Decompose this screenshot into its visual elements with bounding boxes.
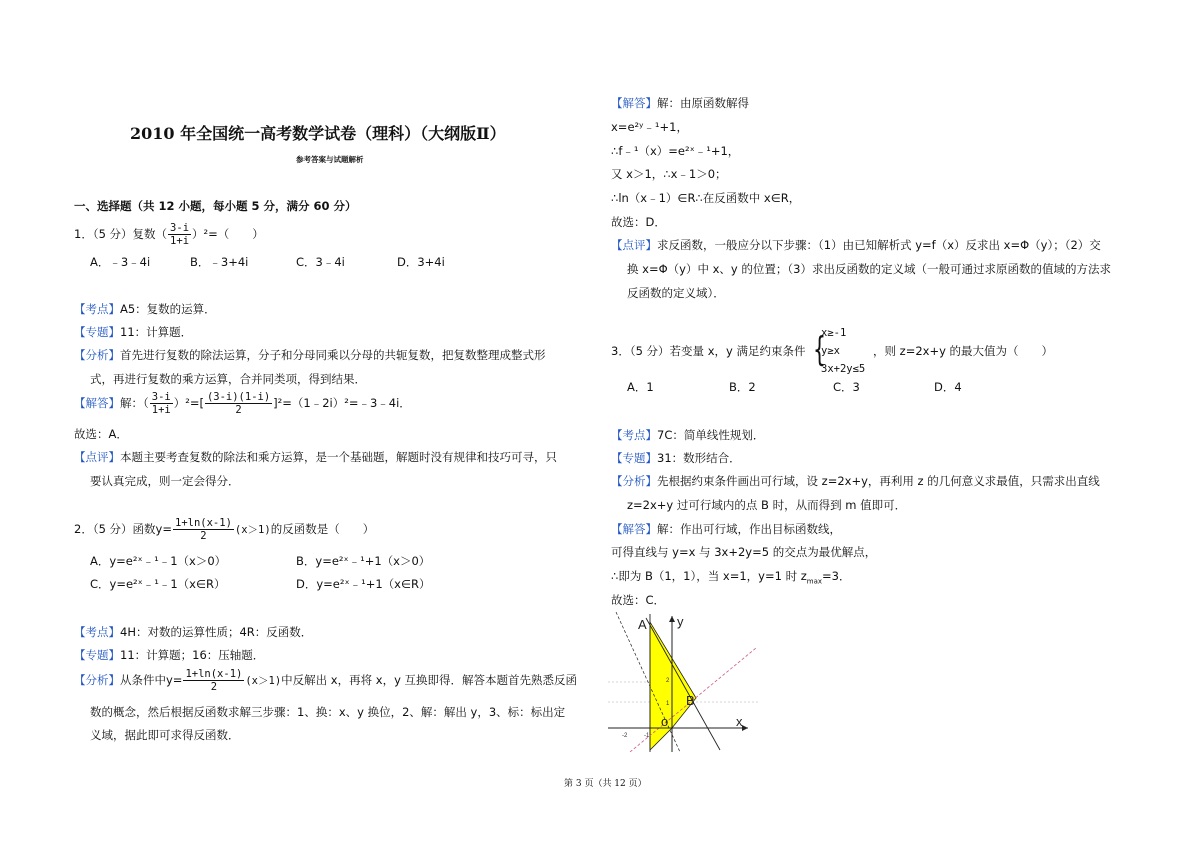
q2-fenxi: 【分析】从条件中y= $\frac{1+\ln(x-1)}{2}$ (x＞1)中反解出 x，再将 x，y 互换即得．解答本题首先熟悉反函 (74, 668, 578, 693)
q1-option-a: A．﹣3﹣4i (90, 255, 151, 269)
q2-stem: 2．（5 分）函数y= $\frac{1+\ln(x-1)}{2}$ (x＞1)的反函数是（ ） (74, 517, 375, 542)
q1-kaodian: 【考点】A5：复数的运算． (74, 302, 216, 316)
q1-stem: 1．（5 分）复数（ $\frac{3-i}{1+i}$ ）²=（ ） (74, 222, 264, 247)
right-line-1: x=e²ʸ﹣¹+1， (611, 120, 688, 134)
q1-dianping: 【点评】本题主要考查复数的除法和乘方运算，是一个基础题，解题时没有规律和技巧可寻，只 (74, 450, 557, 464)
q3-constraint-3: 3x+2y≤5 (821, 363, 866, 375)
q3-brace: { (813, 330, 826, 370)
right-line-4: ∴ln（x﹣1）∈R∴在反函数中 x∈R， (611, 191, 801, 205)
label-o: o (661, 714, 669, 729)
tick-2: 2 (666, 678, 670, 684)
page-title: 2010 年全国统一高考数学试卷（理科）（大纲版Ⅱ） (130, 124, 506, 143)
q3-stem-prefix: 3．（5 分）若变量 x，y 满足约束条件 (611, 344, 806, 358)
q3-guxuan: 故选：C． (611, 593, 666, 607)
q2-fenxi-line2: 数的概念，然后根据反函数求解三步骤：1、换：x、y 换位，2、解：解出 y，3、标：标出定 (90, 705, 566, 719)
right-line-3: 又 x＞1，∴x﹣1＞0； (611, 167, 727, 181)
label-x: x (736, 714, 743, 729)
q2-option-d: D．y=e²ˣ﹣¹+1（x∈R） (296, 577, 431, 591)
tick-neg1: -1 (644, 733, 650, 739)
q2-option-b: B．y=e²ˣ﹣¹+1（x＞0） (296, 554, 431, 568)
q3-zhuanti: 【专题】31：数形结合． (611, 451, 741, 465)
page-subtitle: 参考答案与试题解析 (296, 155, 364, 164)
q3-fenxi-line2: z=2x+y 过可行域内的点 B 时，从而得到 m 值即可． (627, 498, 907, 512)
label-a: A (638, 617, 647, 632)
q3-option-d: D．4 (934, 380, 962, 394)
q2-fenxi-line3: 义域，据此即可求得反函数． (90, 728, 240, 742)
q3-option-a: A．1 (627, 380, 654, 394)
q1-jieda: 【解答】解：（ $\frac{3-i}{1+i}$ ）²=[ $\frac{(3-i)(1-i)}{2}$ ]²=（1﹣2i）²=﹣3﹣4i． (74, 391, 411, 416)
right-line-2: ∴f﹣¹（x）=e²ˣ﹣¹+1， (611, 144, 740, 158)
q2-option-c: C．y=e²ˣ﹣¹﹣1（x∈R） (90, 577, 226, 591)
q3-constraint-2: y≥x (821, 345, 840, 357)
q1-fenxi-line2: 式，再进行复数的乘方运算，合并同类项，得到结果． (90, 372, 366, 386)
q3-jieda-line2: 可得直线与 y=x 与 3x+2y=5 的交点为最优解点， (611, 545, 877, 559)
q1-option-c: C．3﹣4i (296, 255, 345, 269)
x-axis-arrow (742, 725, 748, 731)
q1-fenxi: 【分析】首先进行复数的除法运算，分子和分母同乘以分母的共轭复数，把复数整理成整式形 (74, 348, 546, 362)
q3-jieda: 【解答】解：作出可行域，作出目标函数线， (611, 522, 841, 536)
q2-kaodian: 【考点】4H：对数的运算性质；4R：反函数． (74, 625, 313, 639)
section-heading: 一、选择题（共 12 小题，每小题 5 分，满分 60 分） (74, 199, 357, 213)
q2-option-a: A．y=e²ˣ﹣¹﹣1（x＞0） (90, 554, 227, 568)
q3-stem-suffix: ，则 z=2x+y 的最大值为（ ） (873, 344, 1054, 358)
tick-1: 1 (666, 701, 670, 707)
right-dianping-line2: 换 x=Φ（y）中 x、y 的位置；（3）求出反函数的定义域（一般可通过求原函数的值域的方法求 (627, 262, 1111, 276)
label-b: B (686, 693, 695, 708)
q3-kaodian: 【考点】7C：简单线性规划． (611, 428, 765, 442)
q3-constraint-1: x≥-1 (821, 327, 847, 339)
q3-jieda-line3: ∴即为 B（1，1），当 x=1，y=1 时 $z_{max}=3$． (611, 569, 851, 586)
right-jieda: 【解答】解：由原函数解得 (611, 96, 749, 110)
label-y: y (677, 614, 684, 629)
page-footer: 第 3 页（共 12 页） (564, 779, 647, 789)
right-dianping-line3: 反函数的定义域）． (627, 286, 725, 300)
q3-option-b: B．2 (729, 380, 756, 394)
q1-option-b: B．﹣3+4i (190, 255, 249, 269)
right-dianping: 【点评】求反函数，一般应分以下步骤：（1）由已知解析式 y=f（x）反求出 x=Φ（y）；（2）交 (611, 238, 1101, 252)
q1-zhuanti: 【专题】11：计算题． (74, 325, 193, 339)
y-axis-arrow (669, 616, 675, 622)
right-line-5: 故选：D． (611, 215, 666, 229)
q1-option-d: D．3+4i (397, 255, 445, 269)
q3-option-c: C．3 (833, 380, 860, 394)
q2-zhuanti: 【专题】11：计算题；16：压轴题． (74, 648, 265, 662)
feasible-region-figure (608, 610, 760, 752)
q3-fenxi: 【分析】先根据约束条件画出可行域，设 z=2x+y，再利用 z 的几何意义求最值，只需求出直线 (611, 474, 1100, 488)
q1-guxuan: 故选：A． (74, 427, 128, 441)
tick-neg2: -2 (622, 733, 628, 739)
q1-dianping-line2: 要认真完成，则一定会得分． (90, 474, 240, 488)
q1-fraction: $\frac{3-i}{1+i}$ (170, 222, 190, 247)
feasible-region (650, 622, 696, 750)
